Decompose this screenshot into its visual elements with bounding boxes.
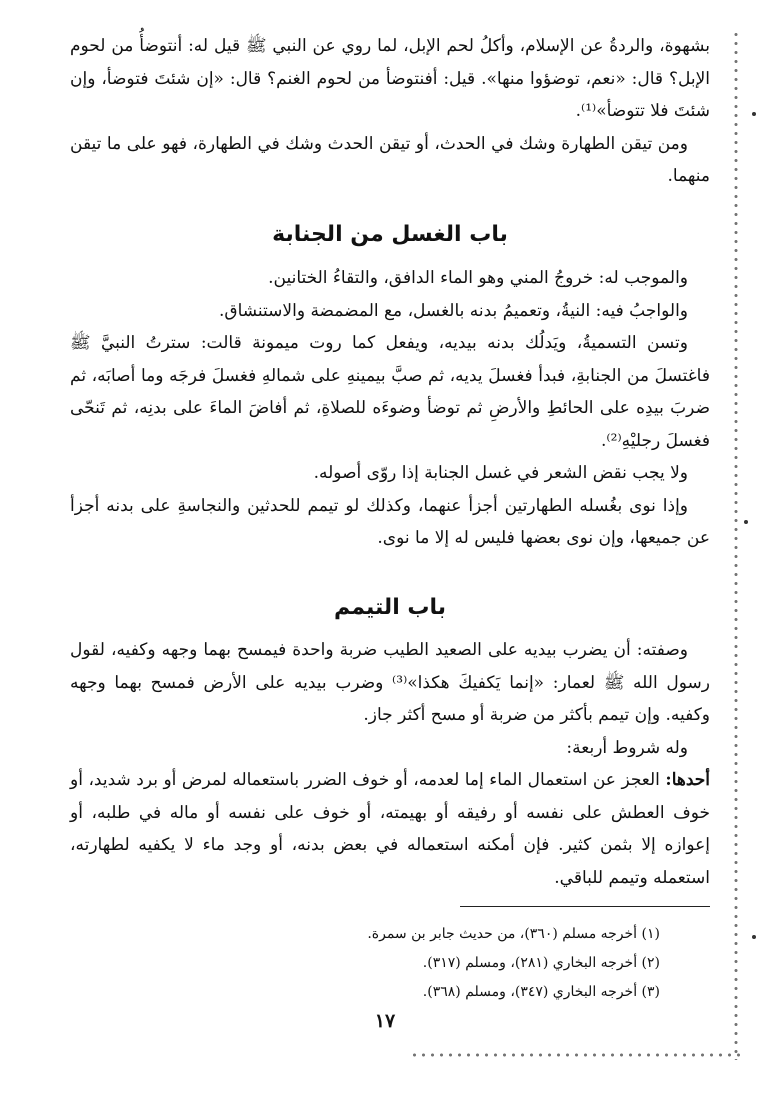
paragraph: وصفته: أن يضرب بيديه على الصعيد الطيب ضربة واحدة فيمسح بهما وجهه وكفيه، لقول رسول الله ﷺ لعمار: «إنما يَكفيكَ هكذا»⁽³⁾ وضرب بيديه على الأرض فمسح بهما وجهه وكفيه. وإن تيمم بأكثر من ضربة أو مسح أكثر جاز. [70,640,710,725]
janaba-section [70,262,710,555]
paragraph: بشهوة، والردةُ عن الإسلام، وأكلُ لحم الإبل، لما روي عن النبي ﷺ قيل له: أنتوضأُ من لحوم الإبل؟ قال: «نعم، توضؤوا منها». قيل: أفنتوضأ من لحوم الغنم؟ قال: «إن شئتَ فتوضأ، وإن شئتَ فلا تتوضأ»⁽¹⁾. [70,36,710,121]
condition-text: العجز عن استعمال الماء إما لعدمه، أو خوف الضرر باستعماله لمرض أو برد شديد، أو خوف العطش على نفسه أو رفيقه أو بهيمته، أو خوف على نفسه أو ماله في طلبه، أو إعوازه إلا بثمن كثير. فإن أمكنه استعماله في بعض بدنه، أو وجد ماء لا يكفيه لطهارته، استعمله وتيمم للباقي. [70,770,710,888]
paragraph: وله شروط أربعة: [566,737,688,758]
page-number: ١٧ [374,1010,396,1032]
tayammum-section [70,634,710,894]
decorative-border-right [732,30,740,1060]
decorative-border-bottom [410,1051,740,1059]
paragraph: وتسن التسميةُ، ويَدلُك بدنه بيديه، ويفعل كما روت ميمونة قالت: سترتُ النبيَّ ﷺ فاغتسلَ من الجنابةِ، فبدأ فغسلَ يديه، ثم صبَّ بيمينهِ على شمالهِ فغسلَ فرجَه وما أصابَه، ثم ضربَ بيدِه على الحائطِ والأرضِ ثم توضأ وضوءَه للصلاةِ، ثم أفاضَ الماءَ على بدنِه، ثم تَنحّى فغسلَ رجليْهِ⁽²⁾. [70,333,710,451]
section-heading-tayammum: باب التيمم [333,595,447,620]
condition-label: أحدها: [665,770,710,790]
footnote: (٣) أخرجه البخاري (٣٤٧)، ومسلم (٣٦٨). [422,984,660,1000]
paragraph: والموجب له: خروجُ المني وهو الماء الدافق، والتقاءُ الختانين. [268,268,688,288]
footnote-separator [460,906,710,907]
margin-mark [752,935,756,939]
paragraph: وإذا نوى بغُسله الطهارتين أجزأ عنهما، وكذلك لو تيمم للحدثين والنجاسةِ على بدنه أجزأ عن جميعها، وإن نوى بعضها فليس له إلا ما نوى. [70,495,710,548]
paragraph: والواجبُ فيه: النيةُ، وتعميمُ بدنه بالغسل، مع المضمضة والاستنشاق. [218,300,688,321]
footnote: (١) أخرجه مسلم (٣٦٠)، من حديث جابر بن سمرة. [367,926,660,942]
section-heading-janaba: باب الغسل من الجنابة [272,222,508,247]
footnote: (٢) أخرجه البخاري (٢٨١)، ومسلم (٣١٧). [422,955,660,971]
opening-section [70,30,710,193]
paragraph: ولا يجب نقض الشعر في غسل الجنابة إذا روّى أصوله. [313,463,688,483]
paragraph: ومن تيقن الطهارة وشك في الحدث، أو تيقن الحدث وشك في الطهارة، فهو على ما تيقن منهما. [70,133,710,186]
paragraph-condition [70,764,710,894]
margin-mark [752,112,756,116]
margin-mark [744,520,748,524]
footnotes [70,920,710,1007]
